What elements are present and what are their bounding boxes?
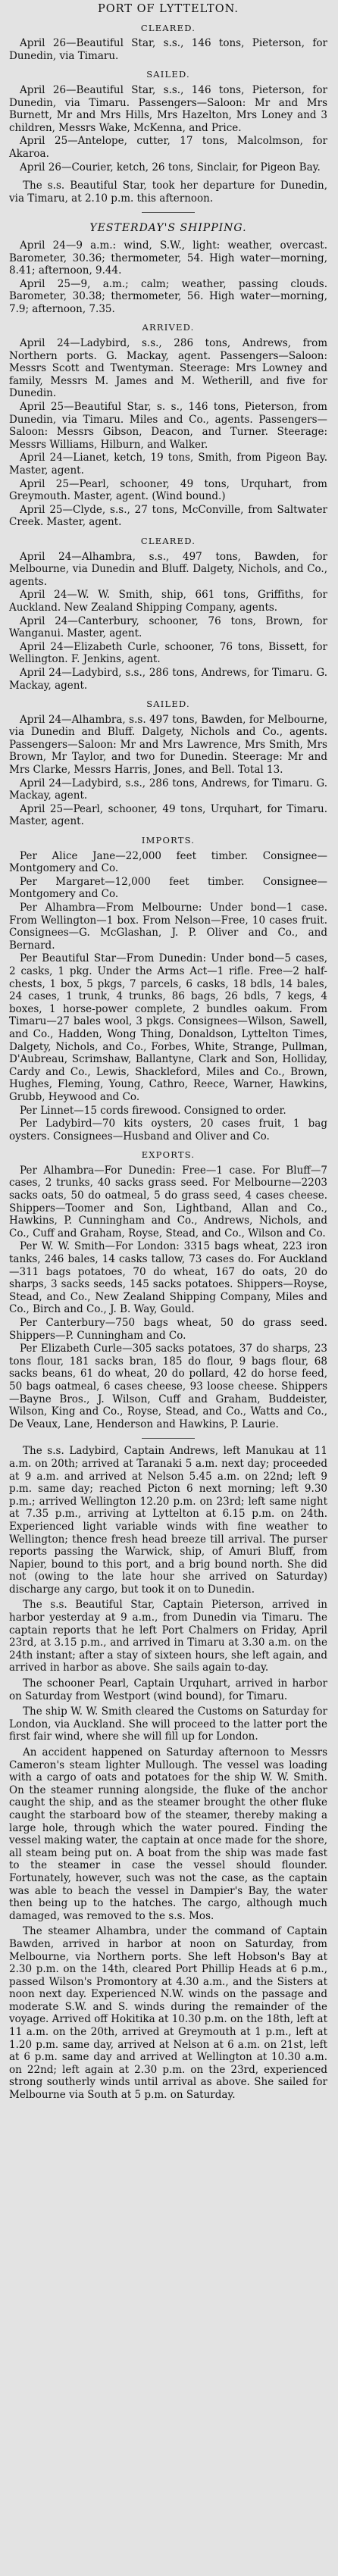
- page-title: PORT OF LYTTELTON.: [98, 3, 239, 15]
- shipping-report: The schooner Pearl, Captain Urquhart, arrived in harbor on Saturday from Westport (wind bound), for Timaru.: [9, 1677, 327, 1702]
- imports-heading: IMPORTS.: [141, 835, 196, 846]
- sailed-entry: April 26—Courier, ketch, 26 tons, Sinclair, for Pigeon Bay.: [20, 161, 321, 174]
- cleared-entry: April 24—Elizabeth Curle, schooner, 76 tons, Bissett, for Wellington. F. Jenkins, agent.: [9, 640, 327, 666]
- arrived-entry: April 25—Pearl, schooner, 49 tons, Urquhart, from Greymouth. Master, agent. (Wind bound.): [9, 477, 327, 503]
- cleared-entry: April 24—Alhambra, s.s., 497 tons, Bawden, for Melbourne, via Dunedin and Bluff. Dalgety, Nichols, and Co., agents.: [9, 550, 327, 588]
- sailed-entry: April 25—Antelope, cutter, 17 tons, Malcolmson, for Akaroa.: [9, 135, 327, 160]
- cleared-entry: April 24—Ladybird, s.s., 286 tons, Andrews, for Timaru. G. Mackay, agent.: [9, 666, 327, 692]
- sailed-entry: April 25—Pearl, schooner, 49 tons, Urquhart, for Timaru. Master, agent.: [9, 802, 327, 828]
- arrived-entry: April 25—Beautiful Star, s. s., 146 tons, Pieterson, from Dunedin, via Timaru. Miles and Co., agents. Passengers—Saloon: Messrs Gibson, Deacon, and Turner. Steerage: Messrs Williams, Hilburn, and Walker.: [9, 401, 327, 451]
- departure-note: The s.s. Beautiful Star, took her departure for Dunedin, via Timaru, at 2.10 p.m. this afternoon.: [9, 180, 327, 205]
- sailed-entry: April 26—Beautiful Star, s.s., 146 tons, Pieterson, for Dunedin, via Timaru. Passengers—Saloon: Mr and Mrs Burnett, Mr and Mrs Hills, Mrs Hazelton, Mrs Loney and 3 children, Messrs Wake, McKenna, and Price.: [9, 83, 327, 134]
- arrived-heading: ARRIVED.: [142, 322, 195, 333]
- shipping-report: The steamer Alhambra, under the command of Captain Bawden, arrived in harbor at noon on Saturday, from Melbourne, via Northern ports. She left Hobson's Bay at 2.30 p.m. on the 14th, cleared Port Phillip Heads at 6 p.m., passed Wilson's Promontory at 4.30 a.m., and the Sisters at noon next day. Experienced N.W. winds on the passage and moderate S.W. and S. winds during the remainder of the voyage. Arrived off Hokitika at 10.30 p.m. on the 18th, left at 11 a.m. on the 20th, arrived at Greymouth at 1 p.m., left at 1.20 p.m. same day, arrived at Nelson at 6 a.m. on 21st, left at 6 p.m. same day and arrived at Wellington at 10.30 a.m. on 22nd; left again at 2.30 p.m. on the 23rd, experienced strong southerly winds until arrival as above. She sailed for Melbourne via South at 5 p.m. on Saturday.: [9, 1925, 327, 2102]
- arrived-entry: April 24—Ladybird, s.s., 286 tons, Andrews, from Northern ports. G. Mackay, agent. Passengers—Saloon: Messrs Scott and Twentyman. Steerage: Mrs Lowney and family, Messrs M. James and M. Wetherill, and five for Dunedin.: [9, 337, 327, 400]
- import-entry: Per Beautiful Star—From Dunedin: Under bond—5 cases, 2 casks, 1 pkg. Under the Arms Act—1 rifle. Free—2 half-chests, 1 box, 5 pkgs, 7 parcels, 6 casks, 18 bdls, 14 bales, 24 cases, 1 trunk, 4 trunks, 86 bags, 26 bdls, 7 kegs, 4 boxes, 1 horse-power complete, 2 bundles oakum. From Timaru—27 bales wool, 3 pkgs. Consignees—Wilson, Sawell, and Co., Hadden, Wong Thing, Donaldson, Lyttelton Times, Dalgety, Nichols, and Co., Forbes, White, Strange, Pullman, D'Aubreau, Scrimshaw, Ballantyne, Clark and Son, Holliday, Cardy and Co., Lewis, Shackleford, Miles and Co., Brown, Hughes, Fleming, Young, Cathro, Reece, Warner, Hawkins, Grubb, Heywood and Co.: [9, 952, 327, 1103]
- sailed-entry: April 24—Alhambra, s.s. 497 tons, Bawden, for Melbourne, via Dunedin and Bluff. Dalgety, Nichols and Co., agents. Passengers—Saloon: Mr and Mrs Lawrence, Mrs Smith, Mrs Brown, Mr Taylor, and two for Dunedin. Steerage: Mr and Mrs Clarke, Messrs Harris, Jones, and Bell. Total 13.: [9, 713, 327, 777]
- export-entry: Per Alhambra—For Dunedin: Free—1 case. For Bluff—7 cases, 2 trunks, 40 sacks grass seed. For Melbourne—2203 sacks oats, 50 do oatmeal, 5 do grass seed, 4 cases cheese. Shippers—Toomer and Son, Lightband, Allan and Co., Hawkins, P. Cunningham and Co., Andrews, Nichols, and Co., Cuff and Graham, Royse, Stead, and Co., Wilson and Co.: [9, 1164, 327, 1240]
- cleared-entry: April 24—W. W. Smith, ship, 661 tons, Griffiths, for Auckland. New Zealand Shipping Company, agents.: [9, 589, 327, 614]
- yesterday-shipping-heading: YESTERDAY'S SHIPPING.: [89, 222, 247, 235]
- import-entry: Per Linnet—15 cords firewood. Consigned to order.: [20, 1104, 286, 1117]
- sailed-heading: SAILED.: [146, 69, 190, 80]
- divider: [142, 1438, 195, 1439]
- shipping-report: The ship W. W. Smith cleared the Customs on Saturday for London, via Auckland. She will proceed to the latter port the first fair wind, where she will fill up for London.: [9, 1705, 327, 1743]
- shipping-report: The s.s. Beautiful Star, Captain Pieterson, arrived in harbor yesterday at 9 a.m., from Dunedin via Timaru. The captain reports that he left Port Chalmers on Friday, April 23rd, at 3.15 p.m., and arrived in Timaru at 3.30 a.m. on the 24th instant; after a stay of sixteen hours, she left again, and arrived in harbor as above. She sails again to-day.: [9, 1599, 327, 1674]
- export-entry: Per Canterbury—750 bags wheat, 50 do grass seed. Shippers—P. Cunningham and Co.: [9, 1317, 327, 1342]
- exports-heading: EXPORTS.: [141, 1149, 196, 1161]
- import-entry: Per Ladybird—70 kits oysters, 20 cases fruit, 1 bag oysters. Consignees—Husband and Oliver and Co.: [9, 1118, 327, 1143]
- import-entry: Per Margaret—12,000 feet timber. Consignee—Montgomery and Co.: [9, 875, 327, 901]
- cleared-entry: April 24—Canterbury, schooner, 76 tons, Brown, for Wanganui. Master, agent.: [9, 614, 327, 640]
- weather-report: April 25—9, a.m.; calm; weather, passing clouds. Barometer, 30.38; thermometer, 56. High water—morning, 7.9; afternoon, 7.35.: [9, 277, 327, 315]
- cleared-heading: CLEARED.: [140, 535, 196, 546]
- export-entry: Per Elizabeth Curle—305 sacks potatoes, 37 do sharps, 23 tons flour, 181 sacks bran, 185 do flour, 9 bags flour, 68 sacks beans, 61 do wheat, 20 do pollard, 42 do horse feed, 50 bags oatmeal, 6 cases cheese, 93 loose cheese. Shippers—Bayne Bros., J. Wilson, Cuff and Graham, Buddeister, Wilson, King and Co., Royse, Stead, and Co., Watts and Co., De Veaux, Lane, Henderson and Hawkins, P. Laurie.: [9, 1343, 327, 1430]
- import-entry: Per Alhambra—From Melbourne: Under bond—1 case. From Wellington—1 box. From Nelson—Free, 10 cases fruit. Consignees—G. McGlashan, J. P. Oliver and Co., and Bernard.: [9, 902, 327, 952]
- export-entry: Per W. W. Smith—For London: 3315 bags wheat, 223 iron tanks, 246 bales, 14 casks tallow, 73 cases do. For Auckland—311 bags potatoes, 70 do wheat, 167 do oats, 20 do sharps, 3 sacks seeds, 145 sacks potatoes. Shippers—Royse, Stead, and Co., New Zealand Shipping Company, Miles and Co., Birch and Co., J. B. Way, Gould.: [9, 1240, 327, 1316]
- divider: [142, 212, 195, 213]
- cleared-heading: CLEARED.: [140, 22, 196, 33]
- arrived-entry: April 24—Lianet, ketch, 19 tons, Smith, from Pigeon Bay. Master, agent.: [9, 452, 327, 477]
- import-entry: Per Alice Jane—22,000 feet timber. Consignee—Montgomery and Co.: [9, 849, 327, 875]
- cleared-entry: April 26—Beautiful Star, s.s., 146 tons, Pieterson, for Dunedin, via Timaru.: [9, 37, 327, 62]
- arrived-entry: April 25—Clyde, s.s., 27 tons, McConville, from Saltwater Creek. Master, agent.: [9, 503, 327, 529]
- shipping-report: The s.s. Ladybird, Captain Andrews, left Manukau at 11 a.m. on 20th; arrived at Taranaki 5 a.m. next day; proceeded at 9 a.m. and arrived at Nelson 5.45 a.m. on 22nd; left 9 p.m. same day; reached Picton 6 next morning; left 9.30 p.m.; arrived Wellington 12.20 p.m. on 23rd; left same night at 7.35 p.m., arriving at Lyttelton at 6.15 p.m. on 24th. Experienced light variable winds with fine weather to Wellington; thence fresh head breeze till arrival. The purser reports passing the Warwick, ship, of Amuri Bluff, from Napier, bound to this port, and a brig bound north. She did not (owing to the late hour she arrived on Saturday) discharge any cargo, but took it on to Dunedin.: [9, 1445, 327, 1596]
- sailed-heading: SAILED.: [146, 699, 190, 710]
- sailed-entry: April 24—Ladybird, s.s., 286 tons, Andrews, for Timaru. G. Mackay, agent.: [9, 777, 327, 802]
- shipping-report: An accident happened on Saturday afternoon to Messrs Cameron's steam lighter Mullough. The vessel was loading with a cargo of oats and potatoes for the ship W. W. Smith. On the steamer running alongside, the fluke of the anchor caught the ship, and as the steamer brought the other fluke caught the starboard bow of the steamer, thereby making a large hole, through which the water poured. Finding the vessel making water, the captain at once made for the shore, all steam being put on. A boat from the ship was made fast to the steamer in case the vessel should flounder. Fortunately, however, such was not the case, as the captain was able to beach the vessel in Dampier's Bay, the water then being up to the hatches. The cargo, although much damaged, was removed to the s.s. Mos.: [9, 1746, 327, 1922]
- weather-report: April 24—9 a.m.: wind, S.W., light: weather, overcast. Barometer, 30.36; thermometer, 54. High water—morning, 8.41; afternoon, 9.44.: [9, 239, 327, 277]
